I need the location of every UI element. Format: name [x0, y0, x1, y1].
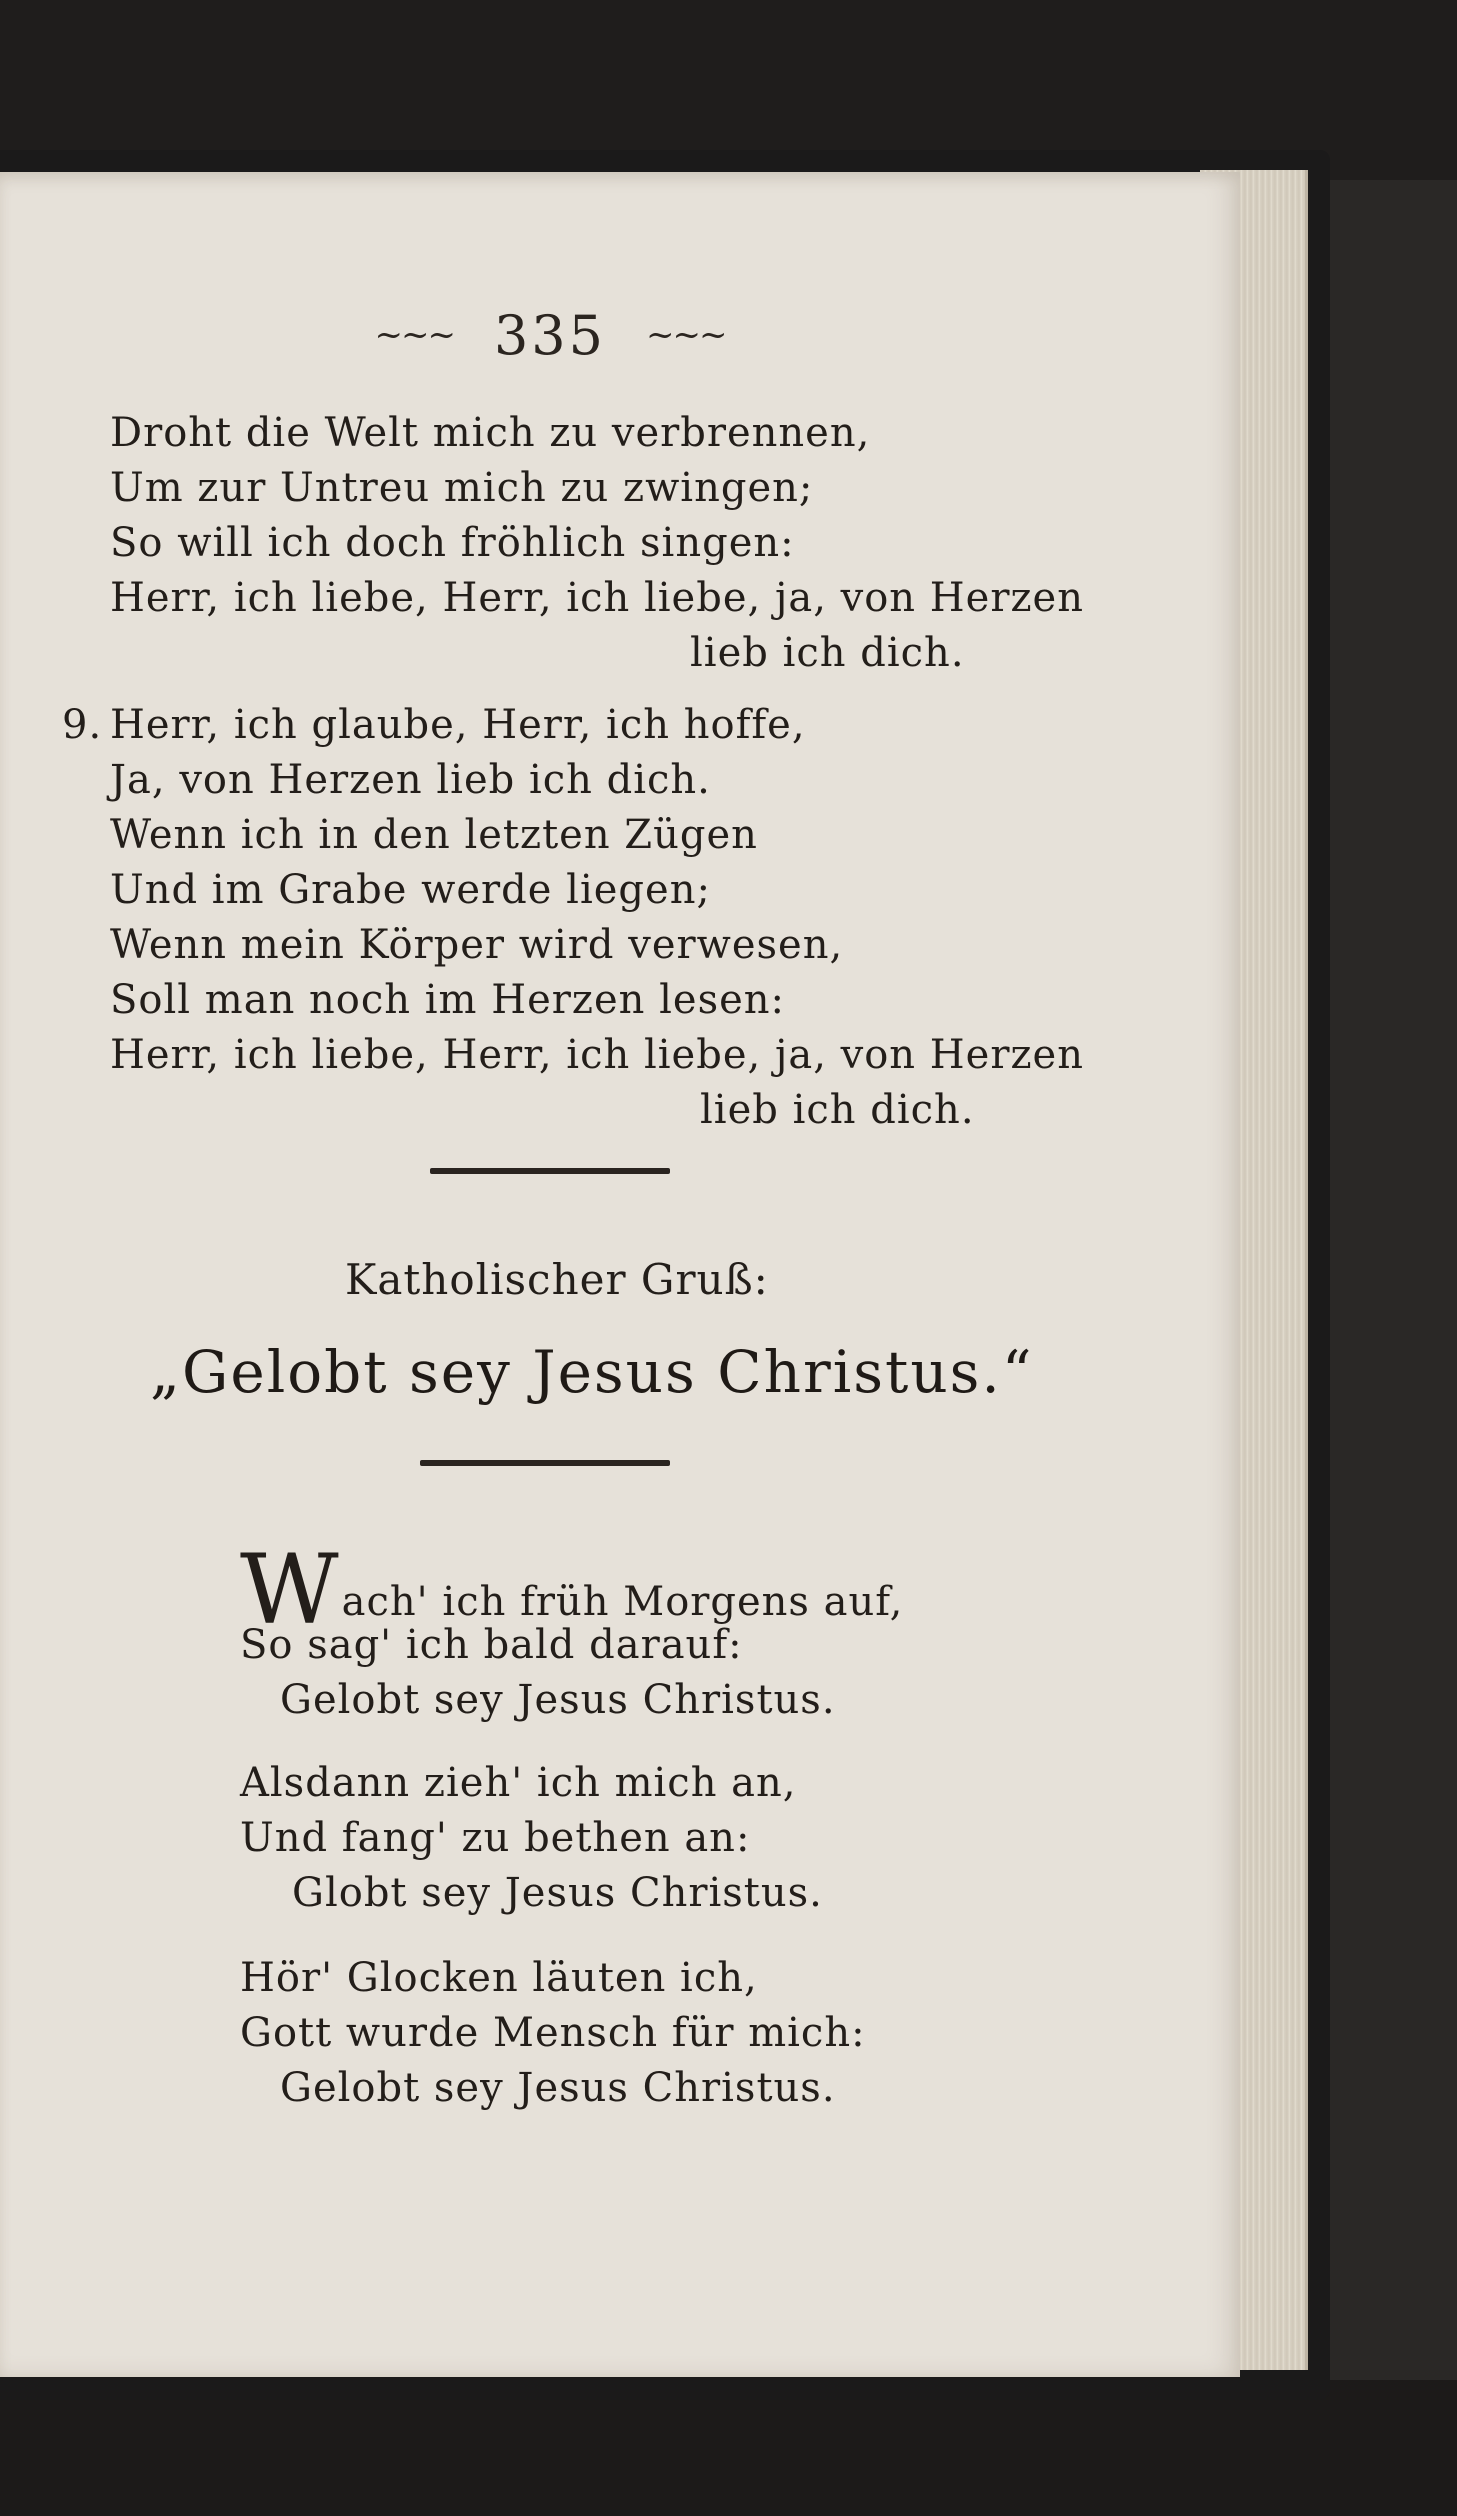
stanza9-line-2: Ja, von Herzen lieb ich dich. — [110, 757, 711, 803]
page-header — [360, 300, 740, 370]
greeting-title: „Gelobt sey Jesus Christus.“ — [150, 1338, 1034, 1406]
verse3-line-1: Hör' Glocken läuten ich, — [240, 1955, 758, 2001]
verse2-line-2: Und fang' zu bethen an: — [240, 1815, 751, 1861]
divider-rule-1 — [430, 1168, 670, 1174]
stanza9-line-5: Wenn mein Körper wird verwesen, — [110, 922, 844, 968]
drop-cap: W — [240, 1534, 340, 1646]
stanza8-line-2: Um zur Untreu mich zu zwingen; — [110, 465, 814, 511]
verse3-line-2: Gott wurde Mensch für mich: — [240, 2010, 866, 2056]
stanza9-line-7: Herr, ich liebe, Herr, ich liebe, ja, von Herzen — [110, 1032, 1084, 1078]
stanza8-line-5: lieb ich dich. — [690, 630, 965, 676]
verse2-line-1: Alsdann zieh' ich mich an, — [240, 1760, 797, 1806]
divider-rule-2 — [420, 1460, 670, 1466]
stanza9-line-6: Soll man noch im Herzen lesen: — [110, 977, 785, 1023]
stanza8-line-1: Droht die Welt mich zu verbrennen, — [110, 410, 871, 456]
page-number: 335 — [493, 303, 607, 367]
stanza8-line-4: Herr, ich liebe, Herr, ich liebe, ja, von Herzen — [110, 575, 1084, 621]
greeting-label: Katholischer Gruß: — [345, 1255, 769, 1304]
verse2-line-3: Globt sey Jesus Christus. — [292, 1870, 823, 1916]
verse3-line-3: Gelobt sey Jesus Christus. — [280, 2065, 836, 2111]
stanza9-number: 9. — [62, 702, 103, 748]
background-bottom — [0, 2380, 1457, 2516]
stanza9-line-1: Herr, ich glaube, Herr, ich hoffe, — [110, 702, 806, 748]
verse1-line-2: So sag' ich bald darauf: — [240, 1622, 743, 1668]
stanza8-line-3: So will ich doch fröhlich singen: — [110, 520, 795, 566]
header-ornament-left: ~~~ — [374, 315, 454, 355]
stanza9-line-8: lieb ich dich. — [700, 1087, 975, 1133]
verse1-line-3: Gelobt sey Jesus Christus. — [280, 1677, 836, 1723]
stanza9-line-4: Und im Grabe werde liegen; — [110, 867, 711, 913]
verse1-line-1-text: ach' ich früh Morgens auf, — [341, 1579, 904, 1625]
stanza9-line-3: Wenn ich in den letzten Zügen — [110, 812, 758, 858]
header-ornament-right: ~~~ — [646, 315, 726, 355]
